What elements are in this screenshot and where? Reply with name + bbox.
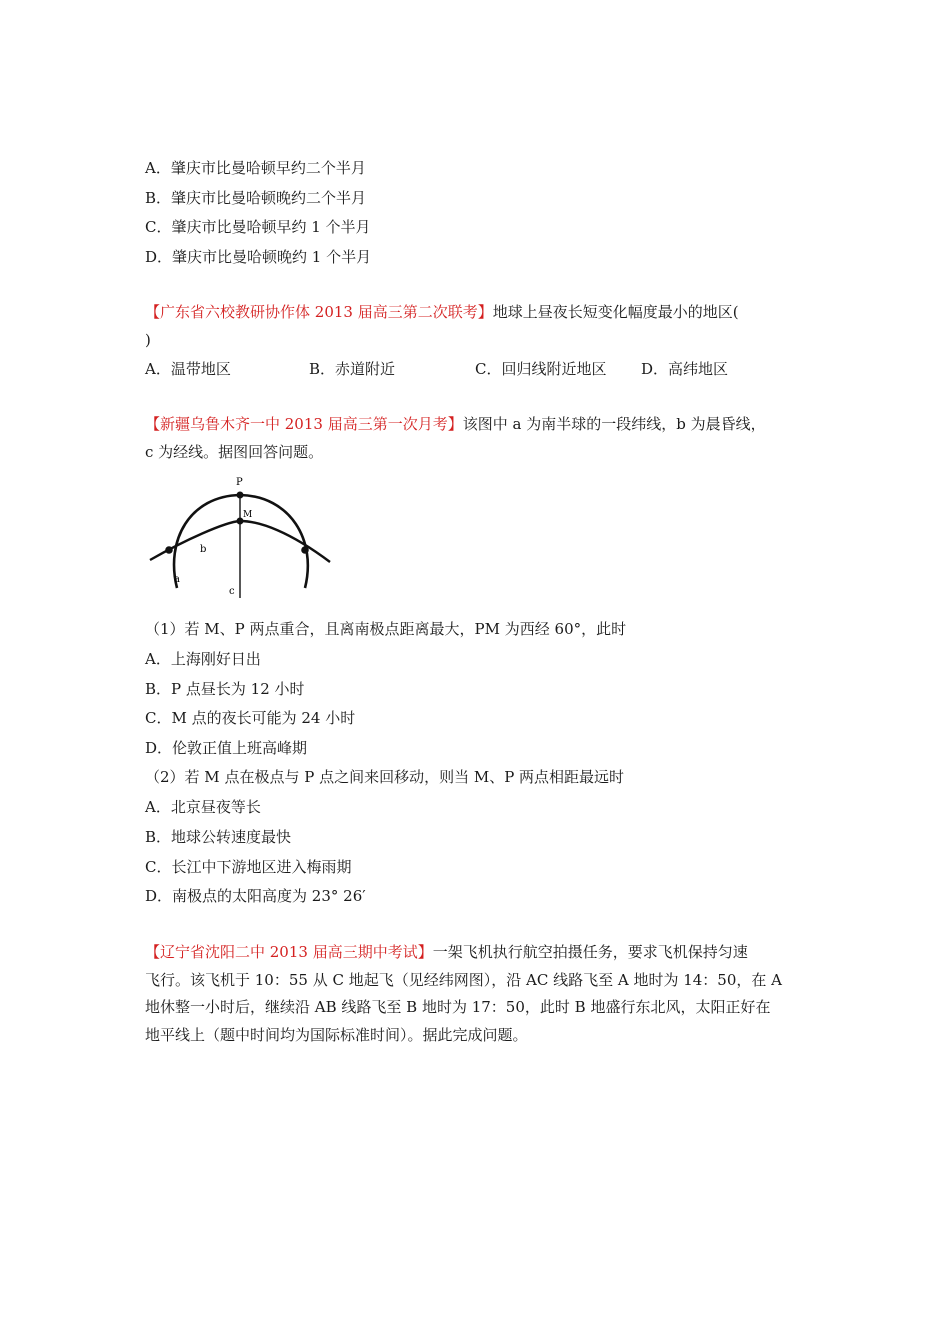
q3-sub1-option-d: D．伦敦正值上班高峰期 [145, 739, 308, 757]
q3-sub2-option-b: B．地球公转速度最快 [145, 828, 292, 846]
q3-source: 【新疆乌鲁木齐一中 2013 届高三第一次月考】 [145, 415, 463, 433]
intersection-right [301, 546, 309, 554]
latitude-diagram [145, 470, 335, 605]
q1-option-b: B．肇庆市比曼哈顿晚约二个半月 [145, 189, 367, 207]
q4-stem [145, 942, 748, 962]
q1-option-a: A．肇庆市比曼哈顿早约二个半月 [145, 159, 366, 177]
q1-option-d: D．肇庆市比曼哈顿晚约 1 个半月 [145, 248, 372, 266]
q3-stem-line2: c 为经线。据图回答问题。 [145, 443, 324, 461]
q3-stem-line1: 该图中 a 为南半球的一段纬线，b 为晨昏线， [462, 415, 766, 433]
q2-stem [145, 302, 739, 322]
q2-option-b: B．赤道附近 [309, 360, 396, 378]
q4-line1: 一架飞机执行航空拍摄任务，要求飞机保持匀速 [432, 943, 748, 961]
q3-sub2-option-a: A．北京昼夜等长 [145, 798, 261, 816]
q1-option-c: C．肇庆市比曼哈顿早约 1 个半月 [145, 218, 371, 236]
q3-figure [145, 470, 335, 605]
q3-sub1-option-c: C．M 点的夜长可能为 24 小时 [145, 709, 356, 727]
q3-sub2-option-c: C．长江中下游地区进入梅雨期 [145, 858, 352, 876]
q3-sub1: （1）若 M、P 两点重合，且离南极点距离最大，PM 为西经 60°，此时 [145, 620, 627, 638]
q4-line3: 地休整一小时后，继续沿 AB 线路飞至 B 地时为 17：50，此时 B 地盛行东北风，太阳正好在 [145, 998, 771, 1016]
label-m: M [243, 510, 253, 520]
q3-sub2: （2）若 M 点在极点与 P 点之间来回移动，则当 M、P 两点相距最远时 [145, 768, 625, 786]
q4-source: 【辽宁省沈阳二中 2013 届高三期中考试】 [145, 943, 433, 961]
q3-sub1-option-b: B．P 点昼长为 12 小时 [145, 680, 305, 698]
q3-stem [145, 414, 766, 434]
intersection-left [165, 546, 173, 554]
latitude-arc-a [174, 495, 308, 588]
q4-line2: 飞行。该飞机于 10：55 从 C 地起飞（见经纬网图），沿 AC 线路飞至 A 地时为 14：50，在 A [145, 971, 782, 989]
q3-sub2-option-d: D．南极点的太阳高度为 23° 26′ [145, 887, 366, 905]
label-b: b [200, 544, 207, 555]
q2-option-d: D．高纬地区 [641, 360, 729, 378]
label-c: c [229, 586, 235, 597]
q2-stem-text: 地球上昼夜长短变化幅度最小的地区( [492, 303, 739, 321]
q3-sub1-option-a: A．上海刚好日出 [145, 650, 261, 668]
point-p [237, 492, 244, 499]
label-a: a [174, 574, 180, 585]
q2-stem-end: ) [145, 331, 151, 349]
q2-option-c: C．回归线附近地区 [475, 360, 607, 378]
q2-option-a: A．温带地区 [145, 360, 231, 378]
label-p: P [236, 477, 243, 488]
q4-line4: 地平线上（题中时间均为国际标准时间）。据此完成问题。 [145, 1026, 528, 1044]
q2-source: 【广东省六校教研协作体 2013 届高三第二次联考】 [145, 303, 493, 321]
